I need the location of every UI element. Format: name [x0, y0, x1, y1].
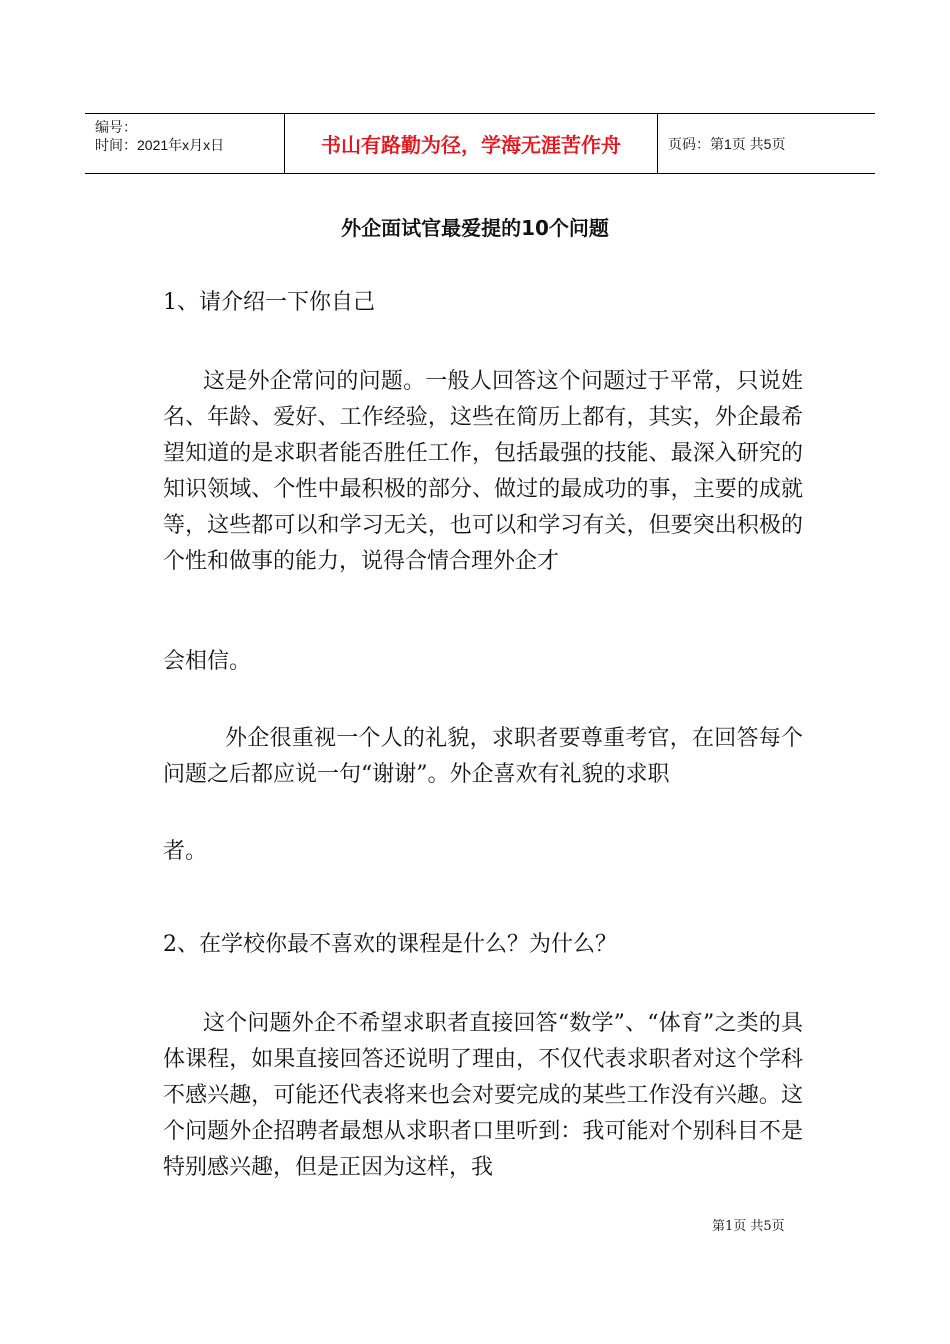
document-number-label: 编号： [95, 119, 137, 135]
header-motto: 书山有路勤为径，学海无涯苦作舟 [285, 114, 658, 173]
document-time-label: 时间：2021年x月x日 [95, 137, 225, 153]
header-table [85, 113, 875, 174]
header-page-info: 页码：第1页 共5页 [668, 135, 786, 152]
header-meta [85, 114, 285, 173]
document-title: 外企面试官最爱提的10个问题 [341, 216, 609, 240]
section-1-paragraph-1-tail: 会相信。 [163, 649, 252, 674]
section-2-paragraph-1: 这个问题外企不希望求职者直接回答“数学”、“体育”之类的具体课程，如果直接回答还说明了理由，不仅代表求职者对这个学科不感兴趣，可能还代表将来也会对要完成的某些工作没有兴趣。这个问题外企招聘者最想从求职者口里听到：我可能对个别科目不是特别感兴趣，但是正因为这样，我 [163, 1011, 803, 1180]
section-1-heading: 1、请介绍一下你自己 [163, 290, 375, 315]
section-1-paragraph-1: 这是外企常问的问题。一般人回答这个问题过于平常，只说姓名、年龄、爱好、工作经验，这些在简历上都有，其实，外企最希望知道的是求职者能否胜任工作，包括最强的技能、最深入研究的知识领域、个性中最积极的部分、做过的最成功的事，主要的成就等，这些都可以和学习无关，也可以和学习有关，但要突出积极的个性和做事的能力，说得合情合理外企才 [163, 369, 803, 574]
section-1-paragraph-2: 外企很重视一个人的礼貌，求职者要尊重考官，在回答每个问题之后都应说一句“谢谢”。外企喜欢有礼貌的求职 [163, 726, 803, 787]
section-1-paragraph-2-tail: 者。 [163, 839, 208, 864]
section-2-heading: 2、在学校你最不喜欢的课程是什么？为什么？ [163, 932, 617, 957]
page-footer: 第1页 共5页 [712, 1219, 785, 1234]
